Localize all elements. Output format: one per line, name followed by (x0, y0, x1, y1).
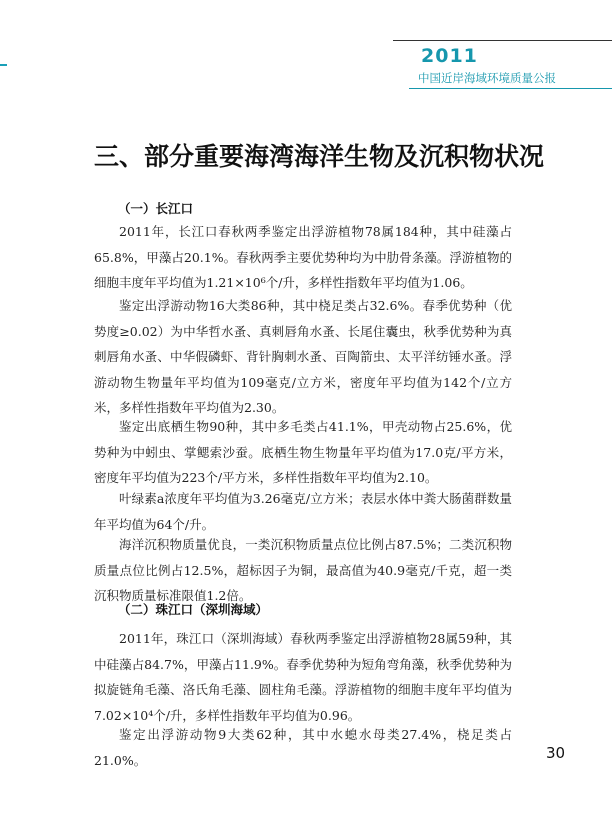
chapter-title: 三、部分重要海湾海洋生物及沉积物状况 (94, 142, 545, 171)
paragraph: 鉴定出底栖生物90种，其中多毛类占41.1%，甲壳动物占25.6%，优势种为中蚓虫、掌鳃索沙蚕。底栖生物生物量年平均值为17.0克/平方米，密度年平均值为223个/平方米，多样性指数年平均值为2.10。 (94, 419, 512, 486)
paragraph: 2011年，珠江口（深圳海域）春秋两季鉴定出浮游植物28属59种，其中硅藻占84.7%，甲藻占11.9%。春季优势种为短角弯角藻，秋季优势种为拟旋链角毛藻、洛氏角毛藻、圆柱角毛藻。浮游植物的细胞丰度年平均值为7.02×10⁴个/升，多样性指数年平均值为0.96。 (94, 631, 512, 723)
paragraph: 鉴定出浮游动物16大类86种，其中桡足类占32.6%。春季优势种（优势度≥0.02）为中华哲水蚤、真刺唇角水蚤、长尾住囊虫，秋季优势种为真刺唇角水蚤、中华假磷虾、背针胸刺水蚤、百陶箭虫、太平洋纺锤水蚤。浮游动物生物量年平均值为109毫克/立方米，密度年平均值为142个/立方米，多样性指数年平均值为2.30。 (94, 298, 512, 416)
left-edge-mark (0, 64, 7, 66)
header-bottom-rule (409, 88, 612, 89)
section-heading-zhujiang: （二）珠江口（深圳海域） (118, 602, 269, 617)
page-number: 30 (546, 744, 566, 762)
section-heading-changjiang: （一）长江口 (118, 201, 194, 216)
header-year: 2011 (421, 45, 478, 67)
paragraph: 2011年，长江口春秋两季鉴定出浮游植物78属184种，其中硅藻占65.8%，甲藻占20.1%。春秋两季主要优势种均为中肋骨条藻。浮游植物的细胞丰度年平均值为1.21×10⁶个/升，多样性指数年平均值为1.06。 (94, 224, 512, 291)
header-subtitle: 中国近岸海域环境质量公报 (418, 71, 556, 85)
paragraph: 海洋沉积物质量优良，一类沉积物质量点位比例占87.5%；二类沉积物质量点位比例占12.5%，超标因子为铜，最高值为40.9毫克/千克，超一类沉积物质量标准限值1.2倍。 (94, 537, 512, 604)
paragraph: 叶绿素a浓度年平均值为3.26毫克/立方米；表层水体中粪大肠菌群数量年平均值为64个/升。 (94, 491, 512, 532)
header-top-rule (393, 40, 612, 41)
paragraph: 鉴定出浮游动物9大类62种，其中水螅水母类27.4%，桡足类占21.0%。 (94, 727, 512, 768)
